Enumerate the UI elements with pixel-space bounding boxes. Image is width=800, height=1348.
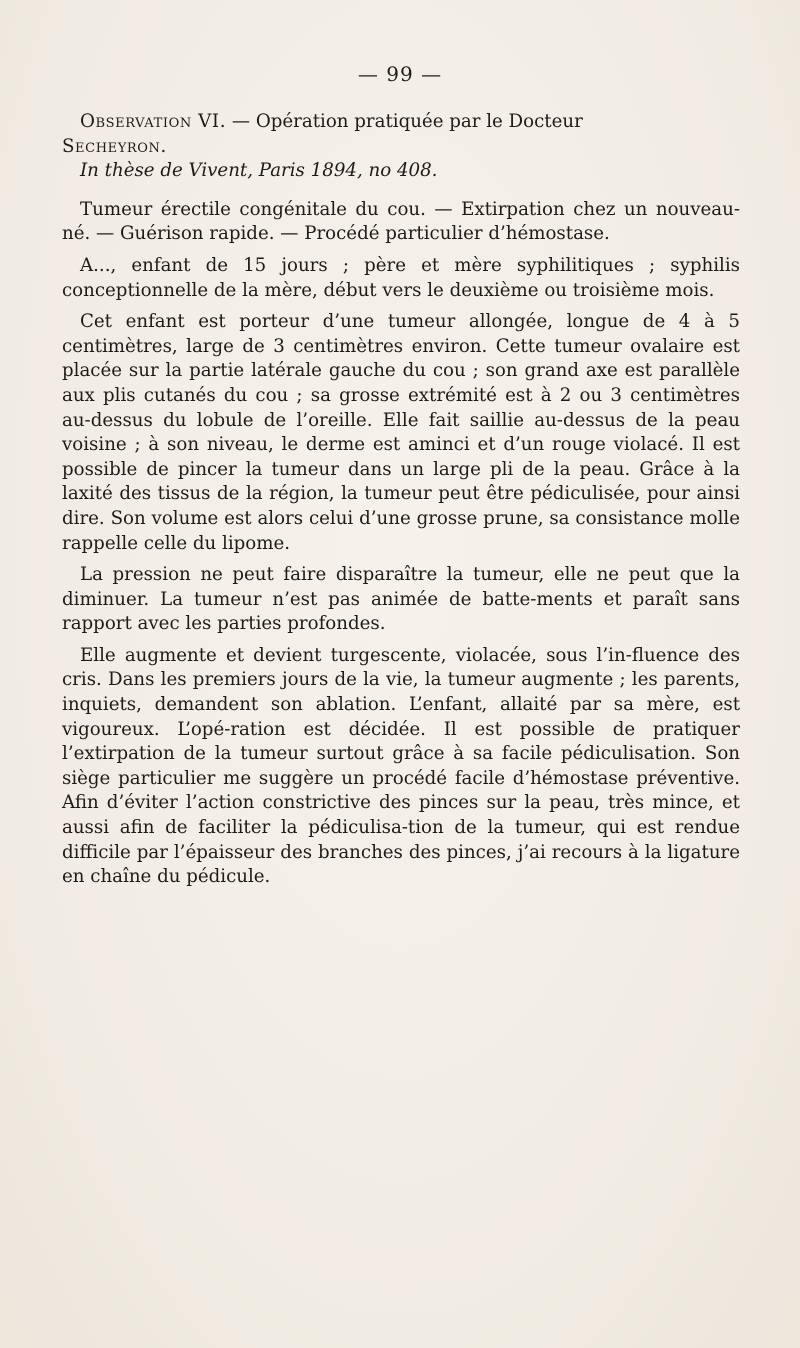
paragraph-1: A..., enfant de 15 jours ; père et mère syphilitiques ; syphilis conceptionnelle de la mère, début vers le deuxième ou troisième mois.	[62, 254, 740, 301]
paragraph-4: Elle augmente et devient turgescente, violacée, sous l’in-fluence des cris. Dans les premiers jours de la vie, la tumeur augmente ; les parents, inquiets, demandent son ablation. L’enfant, allaité par sa mère, est vigoureux. L’opé-ration est décidée. Il est possible de pratiquer l’extirpation de la tumeur surtout grâce à sa facile pédiculisation. Son siège particulier me suggère un procédé facile d’hémostase préventive. Afin d’éviter l’action constrictive des pinces sur la peau, très mince, et aussi afin de faciliter la pédiculisa-tion de la tumeur, qui est rendue difficile par l’épaisseur des branches des pinces, j’ai recours à la ligature en chaîne du pédicule.	[62, 644, 740, 888]
paragraph-2: Cet enfant est porteur d’une tumeur allongée, longue de 4 à 5 centimètres, large de 3 centimètres environ. Cette tumeur ovalaire est placée sur la partie latérale gauche du cou ; son grand axe est parallèle aux plis cutanés du cou ; sa grosse extrémité est à 2 ou 3 centimètres au-dessus du lobule de l’oreille. Elle fait saillie au-dessus de la peau voisine ; à son niveau, le derme est aminci et d’un rouge violacé. Il est possible de pincer la tumeur dans un large pli de la peau. Grâce à la laxité des tissus de la région, la tumeur peut être pédiculisée, pour ainsi dire. Son volume est alors celui d’une grosse prune, sa consistance molle rappelle celle du lipome.	[62, 311, 740, 554]
paragraph-3: La pression ne peut faire disparaître la tumeur, elle ne peut que la diminuer. La tumeur n’est pas animée de batte-ments et paraît sans rapport avec les parties profondes.	[62, 564, 740, 635]
observation-author: Secheyron.	[62, 135, 167, 157]
case-summary: Tumeur érectile congénitale du cou. — Extirpation chez un nouveau-né. — Guérison rapide. — Procédé particulier d’hémostase.	[62, 198, 740, 245]
observation-heading	[62, 110, 740, 159]
source-reference: In thèse de Vivent, Paris 1894, no 408.	[80, 160, 438, 182]
observation-text: — Opération pratiquée par le Docteur	[226, 111, 583, 132]
page-number: — 99 —	[357, 62, 443, 86]
observation-label: Observation VI.	[80, 111, 227, 132]
page-body	[62, 110, 740, 890]
